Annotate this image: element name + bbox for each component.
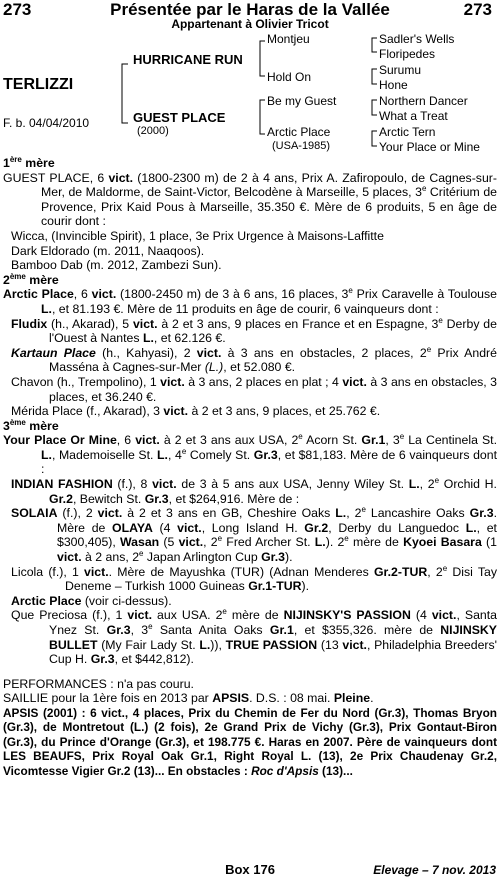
performances-line: PERFORMANCES : n'a pas couru. xyxy=(3,676,194,691)
gen3-1: Sadler's Wells xyxy=(379,32,455,46)
consignor-title: Présentée par le Haras de la Vallée xyxy=(110,0,390,19)
dam-name: GUEST PLACE xyxy=(133,110,226,125)
box-number: Box 176 xyxy=(225,862,275,877)
lot-number-left: 273 xyxy=(3,0,32,19)
third-dam-heading: 3ème mère xyxy=(3,417,59,433)
produce-chavon: Chavon (h., Trempolino), 1 vict. à 3 ans, 2 places en plat ; 4 vict. à 3 ans en obstacles, 3 places, et 36.240 €. xyxy=(11,374,498,404)
produce-kartaun-place: Kartaun Place (h., Kahyasi), 2 vict. à 3 ans en obstacles, 2 places, 2e Prix André Masséna à Cagnes-sur-Mer (L.), et 52.080 €. xyxy=(11,344,497,375)
produce-arctic-place: Arctic Place (voir ci-dessus). xyxy=(11,593,172,608)
gen3-3: Surumu xyxy=(379,63,422,77)
produce-licola: Licola (f.), 1 vict.. Mère de Mayushka (TUR) (Adnan Menderes Gr.2-TUR, 2e Disi Tay Deneme – Turkish 1000 Guineas Gr.1-TUR). xyxy=(11,563,497,594)
stallion-summary: APSIS (2001) : 6 vict., 4 places, Prix du Chemin de Fer du Nord (Gr.3), Thomas Bryon (Gr.3), de Montretout (L.) (2 fois), 2e Grand Prix de Vichy (Gr.3), Prix Gontaut-Biron (Gr.3), du Prince d'Orange (Gr.3), et 198.775 €. Haras en 2007. Père de vainqueurs dont LES BEAUFS, Prix Royal Oak Gr.1, Right Royal L. (13), 2e Prix Chaudenay Gr.2, Vicomtesse Vigier Gr.2 (13)... En obstacles : Roc d'Apsis (13)... xyxy=(3,705,497,778)
second-dam-record: Arctic Place, 6 vict. (1800-2450 m) de 3 à 6 ans, 16 places, 3e Prix Caravelle à Toulouse L., et 81.193 €. Mère de 11 produits en âge de courir, 6 vainqueurs dont : xyxy=(3,286,497,316)
gen3-7: Arctic Tern xyxy=(379,125,436,139)
birth-info: F. b. 04/04/2010 xyxy=(3,116,90,130)
source-credit: Elevage – 7 nov. 2013 xyxy=(373,863,496,877)
dam-dam: Arctic Place xyxy=(267,125,331,139)
lot-number-right: 273 xyxy=(463,0,492,19)
produce-indian-fashion: INDIAN FASHION (f.), 8 vict. de 3 à 5 ans aux USA, Jenny Wiley St. L., 2e Orchid H. Gr.2, Bewitch St. Gr.3, et $264,916. Mère de : xyxy=(11,475,497,506)
first-dam-produce-1: Wicca, (Invincible Spirit), 1 place, 3e Prix Urgence à Maisons-Laffitte xyxy=(11,228,384,243)
owner-line: Appartenant à Olivier Tricot xyxy=(171,17,329,31)
gen3-2: Floripedes xyxy=(379,47,436,61)
pedigree-block xyxy=(0,30,500,156)
produce-fludix: Fludix (h., Akarad), 5 vict. à 2 et 3 ans, 9 places en France et en Espagne, 3e Derby de l'Ouest à Nantes L., et 62.126 €. xyxy=(11,315,497,346)
produce-que-preciosa: Que Preciosa (f.), 1 vict. aux USA. 2e mère de NIJINSKY'S PASSION (4 vict., Santa Ynez St. Gr.3, 3e Santa Anita Oaks Gr.1, et $355,326. mère de NIJINSKY BULLET (My Fair Lady St. L.)), TRUE PASSION (13 vict., Philadelphia Breeders' Cup H. Gr.3, et $442,812). xyxy=(11,607,498,667)
page-footer xyxy=(0,862,500,878)
sire-sire: Montjeu xyxy=(267,32,310,46)
sire-name: HURRICANE RUN xyxy=(133,52,243,67)
first-dam-produce-2: Dark Eldorado (m. 2011, Naaqoos). xyxy=(11,243,205,258)
sire-dam: Hold On xyxy=(267,70,312,84)
produce-solaia: SOLAIA (f.), 2 vict. à 2 et 3 ans en GB, Cheshire Oaks L., 2e Lancashire Oaks Gr.3. Mère de OLAYA (4 vict., Long Island H. Gr.2, Derby du Languedoc L., et $300,405), Wasan (5 vict., 2e Fred Archer St. L.). 2e mère de Kyoei Basara (1 vict. à 2 ans, 2e Japan Arlington Cup Gr.3). xyxy=(11,505,497,565)
produce-merida-place: Mérida Place (f., Akarad), 3 vict. à 2 et 3 ans, 9 places, et 25.762 €. xyxy=(11,404,381,419)
gen3-8: Your Place or Mine xyxy=(379,140,480,154)
first-dam-heading: 1ère mère xyxy=(3,154,55,170)
dam-dam-origin: (USA-1985) xyxy=(272,140,331,152)
gen3-4: Hone xyxy=(379,78,408,92)
first-dam-record: GUEST PLACE, 6 vict. (1800-2300 m) de 2 à 4 ans, Prix A. Zafiropoulo, de Cagnes-sur-Mer, de Maldorme, de Saint-Victor, Belcodène à Marseille, 5 places, 3e Critérium de Provence, Prix Kaid Pous à Marseille, 35.350 €. Mère de 6 produits, 5 en âge de courir dont : xyxy=(3,170,497,229)
second-dam-heading: 2ème mère xyxy=(3,271,59,287)
saillie-line: SAILLIE pour la 1ère fois en 2013 par APSIS. D.S. : 08 mai. Pleine. xyxy=(3,691,374,706)
first-dam-produce-3: Bamboo Dab (m. 2012, Zambezi Sun). xyxy=(11,258,222,273)
third-dam-record: Your Place Or Mine, 6 vict. à 2 et 3 ans aux USA, 2e Acorn St. Gr.1, 3e La Centinela St. L., Mademoiselle St. L., 4e Comely St. Gr.3, et $81,183. Mère de 6 vainqueurs dont : xyxy=(3,432,498,477)
gen3-5: Northern Dancer xyxy=(379,94,468,108)
gen3-6: What a Treat xyxy=(379,109,448,123)
dam-year: (2000) xyxy=(137,125,169,137)
catalogue-body xyxy=(3,156,497,778)
horse-name: TERLIZZI xyxy=(3,76,74,93)
dam-sire: Be my Guest xyxy=(267,94,337,108)
